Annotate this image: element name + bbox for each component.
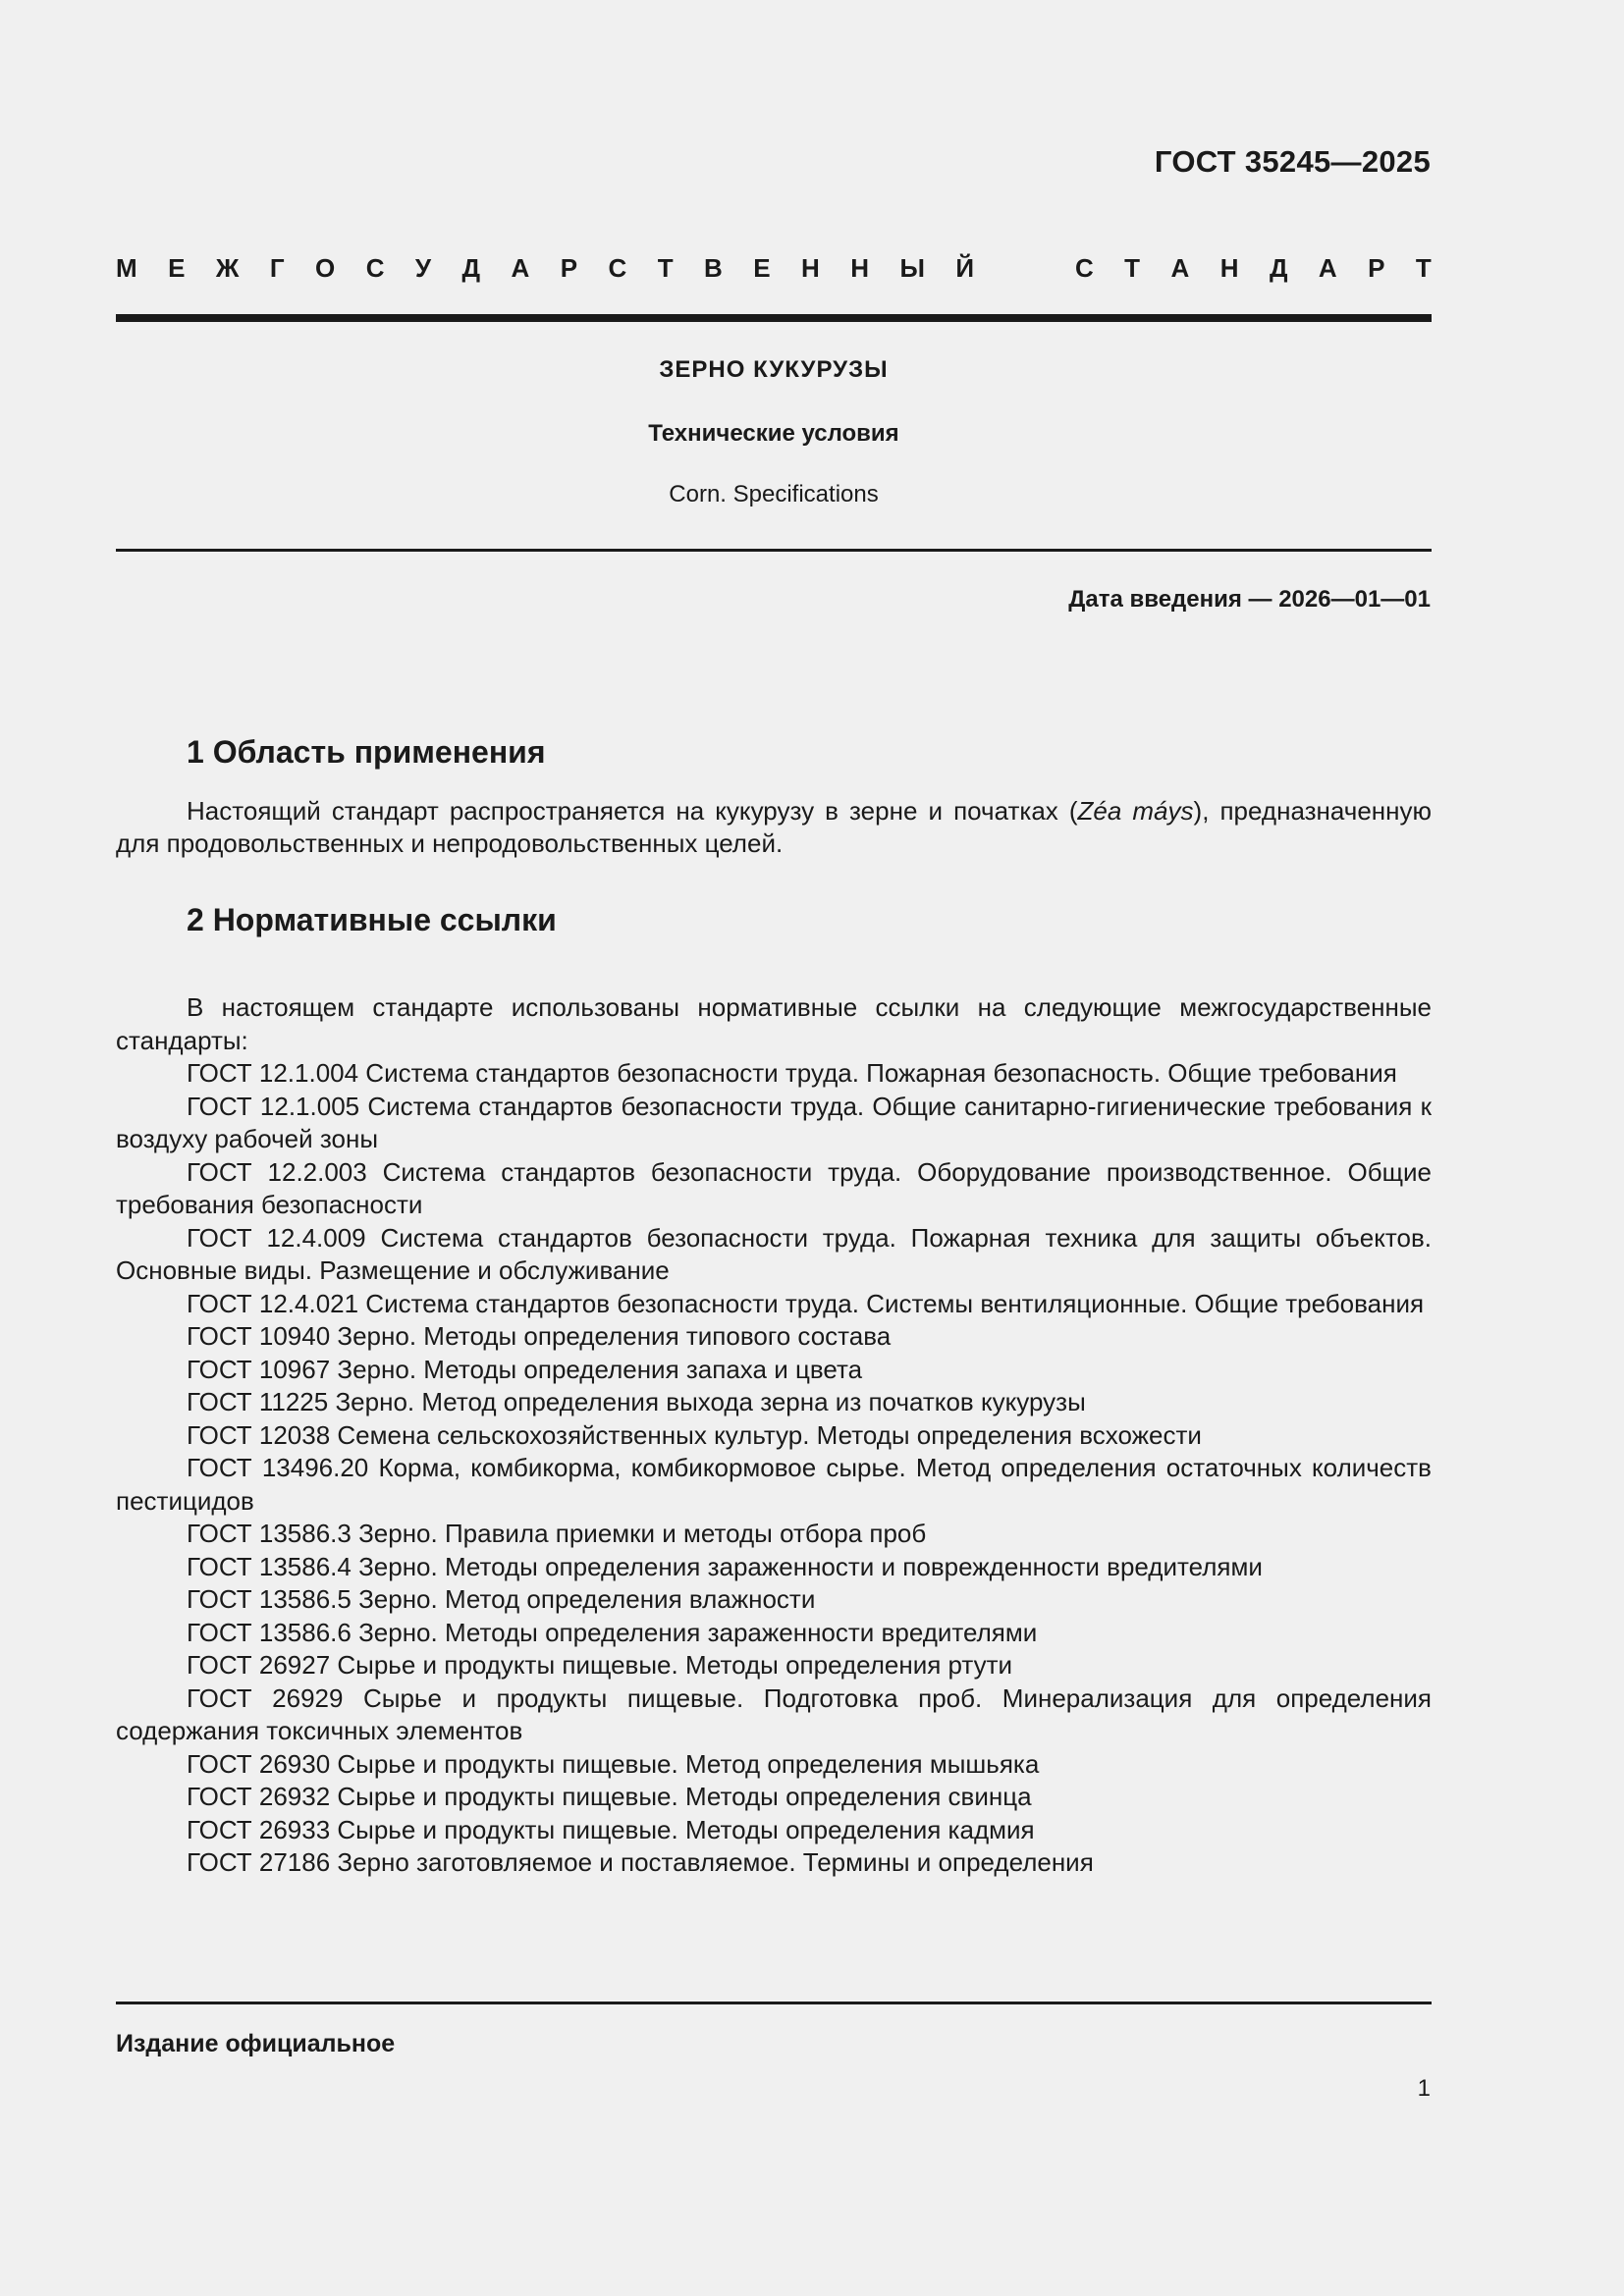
standard-type-letter: Н <box>801 253 820 283</box>
reference-item: ГОСТ 11225 Зерно. Метод определения выхода зерна из початков кукурузы <box>187 1387 1086 1416</box>
standard-type-heading <box>116 253 1432 284</box>
reference-item: ГОСТ 12.4.021 Система стандартов безопасности труда. Системы вентиляционные. Общие требования <box>187 1288 1425 1318</box>
reference-item: ГОСТ 12.1.005 Система стандартов безопасности труда. Общие санитарно-гигиенические требования к воздуху рабочей зоны <box>116 1091 1432 1153</box>
document-title: ЗЕРНО КУКУРУЗЫ <box>659 356 889 383</box>
introduction-date: Дата введения — 2026—01—01 <box>1068 586 1431 613</box>
standard-type-letter: Д <box>461 253 481 283</box>
reference-item: ГОСТ 13586.6 Зерно. Методы определения зараженности вредителями <box>187 1617 1038 1647</box>
standard-type-letter: Й <box>955 253 975 283</box>
species-name: Zéa máys <box>1077 796 1194 826</box>
standard-type-letter: Т <box>1415 253 1432 283</box>
standard-type-letter: Н <box>1219 253 1239 283</box>
reference-item: ГОСТ 13496.20 Корма, комбикорма, комбикормовое сырье. Метод определения остаточных количеств пестицидов <box>116 1453 1432 1516</box>
standard-type-letter: О <box>315 253 336 283</box>
header-divider <box>116 314 1432 322</box>
standard-type-letter: У <box>414 253 432 283</box>
footer-divider <box>116 2002 1432 2004</box>
reference-item: ГОСТ 12.2.003 Система стандартов безопасности труда. Оборудование производственное. Общие требования безопасности <box>116 1156 1432 1219</box>
standard-type-letter: Е <box>168 253 186 283</box>
section-heading-references: 2 Нормативные ссылки <box>187 902 557 937</box>
reference-item: ГОСТ 12.4.009 Система стандартов безопасности труда. Пожарная техника для защиты объектов. Основные виды. Размещение и обслуживание <box>116 1222 1432 1285</box>
reference-item: ГОСТ 26930 Сырье и продукты пищевые. Метод определения мышьяка <box>187 1748 1040 1779</box>
standard-type-letter: Г <box>269 253 285 283</box>
standard-type-letter: Т <box>1124 253 1141 283</box>
references-list <box>116 991 1432 1880</box>
standard-type-letter: Р <box>560 253 578 283</box>
reference-item: ГОСТ 10967 Зерно. Методы определения запаха и цвета <box>187 1354 863 1384</box>
reference-item: ГОСТ 13586.4 Зерно. Методы определения зараженности и поврежденности вредителями <box>187 1551 1263 1581</box>
edition-label: Издание официальное <box>116 2030 396 2057</box>
document-title-english: Corn. Specifications <box>669 481 879 507</box>
page-number: 1 <box>1417 2075 1431 2102</box>
scope-text-end: ), предназначенную для продовольственных и непродовольственных целей. <box>116 796 1432 858</box>
standard-type-letter: Ы <box>899 253 925 283</box>
scope-text: Настоящий стандарт распространяется на кукурузу в зерне и початках ( <box>187 796 1078 826</box>
reference-item: ГОСТ 26927 Сырье и продукты пищевые. Методы определения ртути <box>187 1650 1013 1680</box>
reference-item: ГОСТ 10940 Зерно. Методы определения типового состава <box>187 1321 892 1351</box>
standard-type-letter: С <box>365 253 385 283</box>
standard-type-letter: Н <box>850 253 870 283</box>
reference-item: ГОСТ 27186 Зерно заготовляемое и поставляемое. Термины и определения <box>187 1847 1094 1877</box>
section-heading-scope: 1 Область применения <box>187 734 546 770</box>
standard-type-letter: А <box>1318 253 1337 283</box>
reference-item: ГОСТ 13586.3 Зерно. Правила приемки и методы отбора проб <box>187 1519 927 1548</box>
reference-item: ГОСТ 26929 Сырье и продукты пищевые. Подготовка проб. Минерализация для определения содержания токсичных элементов <box>116 1682 1432 1745</box>
standard-type-letter: С <box>608 253 627 283</box>
reference-item: ГОСТ 13586.5 Зерно. Метод определения влажности <box>187 1584 816 1614</box>
reference-item: ГОСТ 12.1.004 Система стандартов безопасности труда. Пожарная безопасность. Общие требования <box>187 1058 1397 1088</box>
reference-item: ГОСТ 12038 Семена сельскохозяйственных культур. Методы определения всхожести <box>187 1419 1202 1450</box>
document-number: ГОСТ 35245—2025 <box>1154 144 1431 179</box>
standard-type-letter: В <box>704 253 723 283</box>
standard-type-letter: М <box>116 253 137 283</box>
standard-type-letter: С <box>1074 253 1094 283</box>
title-divider <box>116 549 1432 552</box>
reference-item: ГОСТ 26932 Сырье и продукты пищевые. Методы определения свинца <box>187 1782 1032 1811</box>
standard-type-letter: Д <box>1269 253 1288 283</box>
scope-paragraph <box>116 795 1432 860</box>
standard-type-letter: Ж <box>215 253 240 283</box>
standard-type-letter: Р <box>1368 253 1385 283</box>
standard-type-letter: А <box>1170 253 1190 283</box>
reference-item: ГОСТ 26933 Сырье и продукты пищевые. Методы определения кадмия <box>187 1814 1035 1844</box>
standard-type-letter: Е <box>753 253 771 283</box>
references-intro: В настоящем стандарте использованы нормативные ссылки на следующие межгосударственные стандарты: <box>116 992 1432 1055</box>
standard-type-letter: А <box>511 253 530 283</box>
standard-type-letter: Т <box>657 253 674 283</box>
document-subtitle: Технические условия <box>648 420 899 447</box>
